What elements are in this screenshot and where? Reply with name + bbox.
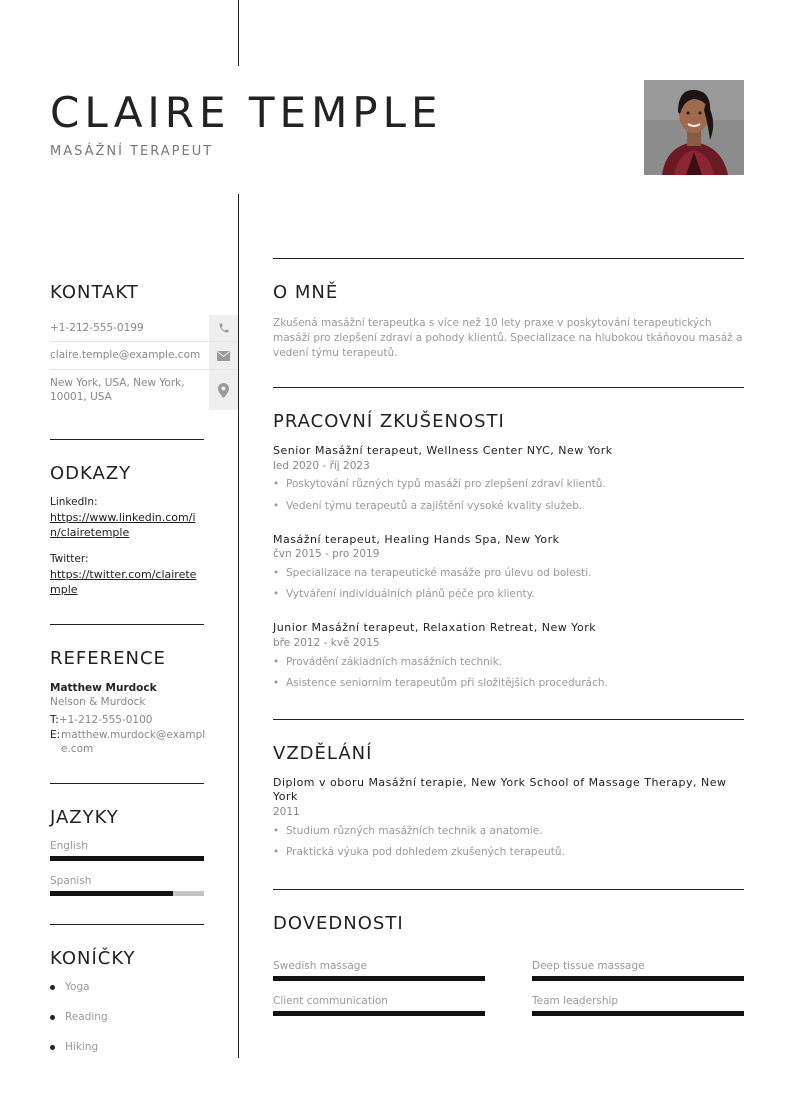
about-heading: O MNĚ xyxy=(273,282,339,303)
education-year: 2011 xyxy=(273,806,300,818)
reference-phone-label: T: xyxy=(50,714,59,726)
job-date: čvn 2015 - pro 2019 xyxy=(273,548,380,560)
skill-level-fill xyxy=(532,976,744,981)
contact-address-row xyxy=(50,370,238,410)
reference-email[interactable]: matthew.murdock@example.com xyxy=(61,729,206,755)
profile-photo xyxy=(644,80,744,175)
language-level-bar xyxy=(50,891,204,896)
job-bullet: • Poskytování různých typů masáží pro zlepšení zdraví klientů. xyxy=(273,478,606,490)
about-text: Zkušená masážní terapeutka s více než 10 lety praxe v poskytování terapeutických masáží pro zlepšení zdraví a pohody klientů. Specializace na hlubokou tkáňovou masáž a vedení týmu terapeutů. xyxy=(273,317,743,359)
top-divider-line xyxy=(238,0,239,66)
hobbies-heading: KONÍČKY xyxy=(50,948,136,969)
linkedin-label: LinkedIn: xyxy=(50,496,98,508)
twitter-label: Twitter: xyxy=(50,553,89,565)
job-date: led 2020 - říj 2023 xyxy=(273,460,370,472)
experience-heading: PRACOVNÍ ZKUŠENOSTI xyxy=(273,411,505,432)
language-level-bar xyxy=(50,856,204,861)
column-divider-line xyxy=(238,194,239,1058)
contact-email-row xyxy=(50,342,238,370)
section-divider xyxy=(273,719,744,720)
candidate-job-title: MASÁŽNÍ TERAPEUT xyxy=(50,144,214,159)
hobby-label: Reading xyxy=(65,1011,108,1023)
job-title: Junior Masážní terapeut, Relaxation Retreat, New York xyxy=(273,621,597,634)
section-divider xyxy=(273,387,744,388)
skill-level-fill xyxy=(532,1011,744,1016)
sidebar-divider xyxy=(50,439,204,440)
phone-icon xyxy=(209,315,238,341)
skill-name: Deep tissue massage xyxy=(532,960,645,972)
education-title: Diplom v oboru Masážní terapie, New York School of Massage Therapy, New York xyxy=(273,776,727,803)
section-divider xyxy=(273,258,744,259)
education-bullet: • Praktická výuka pod dohledem zkušených terapeutů. xyxy=(273,846,565,858)
reference-company: Nelson & Murdock xyxy=(50,696,146,708)
skill-level-fill xyxy=(273,1011,485,1016)
education-heading: VZDĚLÁNÍ xyxy=(273,743,373,764)
envelope-icon xyxy=(209,342,238,369)
contact-phone-row xyxy=(50,315,238,342)
twitter-link[interactable]: https://twitter.com/clairetemple xyxy=(50,568,197,596)
skill-level-bar xyxy=(532,976,744,981)
hobby-item xyxy=(50,1011,108,1023)
skill-name: Team leadership xyxy=(532,995,619,1007)
hobby-label: Yoga xyxy=(65,981,90,993)
job-date: bře 2012 - kvě 2015 xyxy=(273,637,380,649)
reference-phone-line xyxy=(50,713,152,727)
job-bullet: • Provádění základních masážních technik. xyxy=(273,656,502,668)
language-level-fill xyxy=(50,856,204,861)
language-level-fill xyxy=(50,891,173,896)
portrait-image xyxy=(644,80,744,175)
bullet-icon xyxy=(50,1015,55,1020)
language-name: English xyxy=(50,840,88,852)
skill-level-bar xyxy=(532,1011,744,1016)
hobby-item xyxy=(50,1041,98,1053)
skill-name: Client communication xyxy=(273,995,388,1007)
job-title: Senior Masážní terapeut, Wellness Center NYC, New York xyxy=(273,444,613,457)
contact-email[interactable]: claire.temple@example.com xyxy=(50,349,201,361)
contact-heading: KONTAKT xyxy=(50,282,139,303)
links-heading: ODKAZY xyxy=(50,463,132,484)
candidate-name: CLAIRE TEMPLE xyxy=(50,88,443,137)
contact-address: New York, USA, New York, 10001, USA xyxy=(50,377,185,403)
languages-heading: JAZYKY xyxy=(50,807,119,828)
job-bullet: • Specializace na terapeutické masáže pro úlevu od bolesti. xyxy=(273,567,591,579)
contact-phone[interactable]: +1-212-555-0199 xyxy=(50,322,144,334)
bullet-icon xyxy=(50,985,55,990)
bullet-icon xyxy=(50,1045,55,1050)
reference-phone[interactable]: +1-212-555-0100 xyxy=(58,714,153,726)
hobby-label: Hiking xyxy=(65,1041,99,1053)
skill-name: Swedish massage xyxy=(273,960,367,972)
reference-heading: REFERENCE xyxy=(50,648,166,669)
linkedin-link[interactable]: https://www.linkedin.com/in/clairetemple xyxy=(50,511,196,539)
sidebar-divider xyxy=(50,924,204,925)
section-divider xyxy=(273,889,744,890)
skill-level-bar xyxy=(273,1011,485,1016)
reference-email-label-line xyxy=(50,728,60,742)
skills-heading: DOVEDNOSTI xyxy=(273,913,404,934)
job-bullet: • Asistence seniorním terapeutům při složitějších procedurách. xyxy=(273,677,608,689)
job-bullet: • Vytváření individuálních plánů péče pro klienty. xyxy=(273,588,535,600)
hobby-item xyxy=(50,981,90,993)
sidebar-divider xyxy=(50,783,204,784)
job-bullet: • Vedení týmu terapeutů a zajištění vysoké kvality služeb. xyxy=(273,500,582,512)
sidebar-divider xyxy=(50,624,204,625)
skill-level-bar xyxy=(273,976,485,981)
reference-email-label: E: xyxy=(50,729,61,741)
location-pin-icon xyxy=(209,370,238,410)
job-title: Masážní terapeut, Healing Hands Spa, New York xyxy=(273,533,560,546)
education-bullet: • Studium různých masážních technik a anatomie. xyxy=(273,825,543,837)
language-name: Spanish xyxy=(50,875,92,887)
skill-level-fill xyxy=(273,976,485,981)
reference-name: Matthew Murdock xyxy=(50,682,157,694)
